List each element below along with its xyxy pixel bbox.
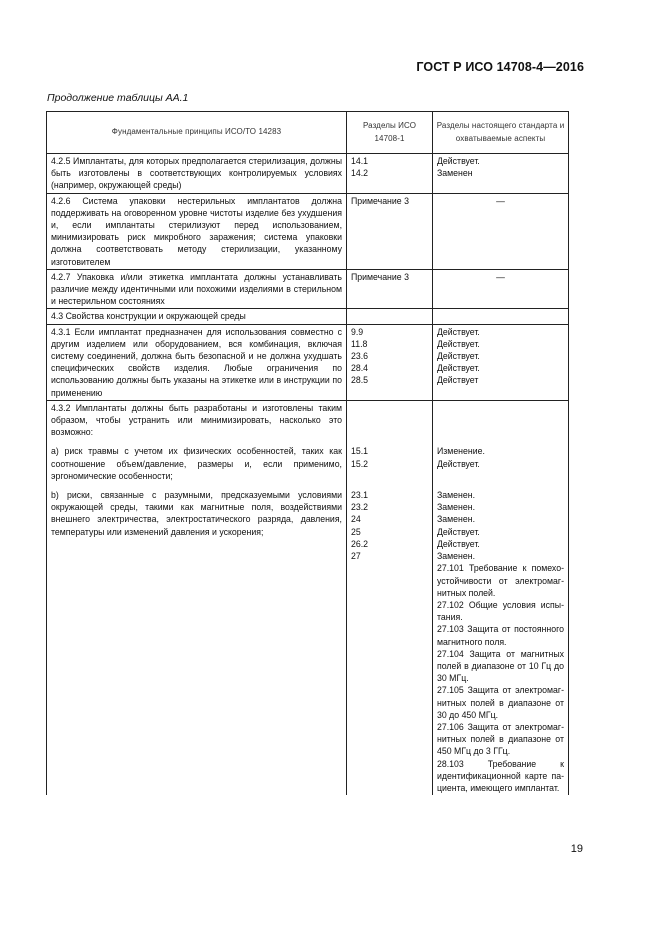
section-ref: 28.4 [351, 363, 369, 374]
aspect-text: Действует. [437, 363, 480, 374]
aspect-text: Изменение. [437, 446, 485, 457]
sections-cell [347, 269, 433, 309]
section-ref: 26.2 [351, 538, 369, 549]
table-continuation-caption: Продолжение таблицы АА.1 [47, 92, 189, 104]
aspect-text: 27.104 Защита от магнитных полей в диапазоне от 10 Гц до 30 МГц. [437, 648, 564, 684]
section-ref: 9.9 [351, 326, 364, 337]
aspects-cell [433, 309, 569, 324]
table-row [47, 154, 569, 194]
sections-cell [347, 400, 433, 795]
aspect-text: Заменен [437, 168, 473, 179]
aspects-cell [433, 154, 569, 194]
aspect-text: 28.103 Требование к идентификационной карте пациента, имеющего имплантат. [437, 758, 564, 793]
sections-cell [347, 309, 433, 324]
section-ref: 15.2 [351, 458, 369, 469]
aspect-text: Заменен. [437, 551, 475, 562]
table-row [47, 309, 569, 324]
principle-text: 4.2.5 Имплантаты, для которых предполагается стерилизация, должны быть изготовлены в соответствующих контролируемых условиях (например, окружающей среды) [51, 156, 342, 191]
section-ref: Примечание 3 [351, 195, 409, 206]
column-header-standard-sections: Разделы настоящего стандарта и охватываемые аспекты [433, 112, 569, 154]
principle-text: 4.2.7 Упаковка и/или этикетка имплантата должны устанавливать различие между идентичными или похожими изделиями в стерильном и нестерильном состояниях [51, 271, 342, 307]
aspect-text: Действует [437, 375, 479, 386]
principle-cell [47, 154, 347, 194]
sections-cell [347, 193, 433, 269]
section-ref: 23.1 [351, 490, 369, 501]
aspect-text: Действует. [437, 458, 480, 469]
principle-item-a: а) риск травмы с учетом их физических особенностей, таких как соотношение объем/давление, размеры и, если применимо, эргономические особенности; [51, 446, 342, 481]
aspect-text: 27.106 Защита от электромагнитных полей в диапазоне от 450 МГц до 3 ГГц. [437, 721, 564, 757]
column-header-principles: Фундаментальные принципы ИСО/ТО 14283 [47, 112, 347, 154]
section-ref: 23.6 [351, 351, 369, 362]
aspect-dash: — [496, 195, 505, 206]
principle-cell [47, 400, 347, 795]
aspect-text: Заменен. [437, 490, 475, 501]
section-ref: 15.1 [351, 446, 369, 457]
aspects-cell [433, 269, 569, 309]
section-ref: 14.2 [351, 168, 369, 179]
table-row [47, 400, 569, 795]
principle-intro-text: 4.3.2 Имплантаты должны быть разработаны и изготовлены таким образом, чтобы устранить или минимизировать, насколько это возможно: [51, 402, 342, 438]
aspect-text: Действует. [437, 526, 480, 537]
aspect-text: 27.102 Общие условия испытания. [437, 599, 564, 623]
principle-cell [47, 193, 347, 269]
standards-correspondence-table [46, 111, 569, 795]
table-row [47, 324, 569, 400]
principle-text: 4.3.1 Если имплантат предназначен для использования совместно с другим изделием или оборудованием, вся комбинация, включая систему соединений, должна быть безопасной и не должна ухудшать специфических свойств изделия. Любые ограничения по использованию должны быть указаны на этикетке или в инструкции по применению [51, 326, 342, 398]
section-ref: 23.2 [351, 502, 369, 513]
aspect-text: 27.105 Защита от электромагнитных полей в диапазоне от 30 до 450 МГц. [437, 685, 564, 720]
aspects-cell [433, 400, 569, 795]
section-ref: 11.8 [351, 338, 368, 349]
aspect-text: Заменен. [437, 514, 475, 525]
table-row [47, 193, 569, 269]
principle-item-b: b) риски, связанные с разумными, предсказуемыми условиями окружающей среды, такими как магнитные поля, воздействиями внешнего электричества, электростатического разряда, давления, температуры или изменений давления и ускорения; [51, 490, 342, 537]
principle-cell [47, 324, 347, 400]
aspect-dash: — [496, 271, 505, 282]
aspect-text: Заменен. [437, 502, 475, 513]
section-ref: 28.5 [351, 375, 369, 386]
document-code: ГОСТ Р ИСО 14708-4—2016 [416, 60, 584, 74]
page-number: 19 [570, 843, 583, 855]
table-row [47, 269, 569, 309]
principle-cell [47, 269, 347, 309]
table-header-row [47, 112, 569, 154]
aspects-cell [433, 193, 569, 269]
aspect-text: Действует. [437, 351, 480, 362]
aspect-text: 27.101 Требование к помехоустойчивости от электромагнитных полей. [437, 563, 564, 598]
aspect-text: Действует. [437, 156, 480, 166]
section-ref: Примечание 3 [351, 271, 409, 282]
section-ref: 27 [351, 551, 361, 562]
sections-cell [347, 154, 433, 194]
aspect-text: Действует. [437, 326, 480, 337]
section-ref: 24 [351, 514, 361, 525]
aspect-text: Действует. [437, 538, 480, 549]
aspect-text: 27.103 Защита от постоянного магнитного поля. [437, 624, 564, 647]
principle-cell [47, 309, 347, 324]
aspect-text: Действует. [437, 338, 480, 349]
section-ref: 25 [351, 526, 361, 537]
section-ref: 14.1 [351, 156, 369, 166]
aspects-cell [433, 324, 569, 400]
sections-cell [347, 324, 433, 400]
principle-heading: 4.3 Свойства конструкции и окружающей среды [51, 311, 246, 322]
principle-text: 4.2.6 Система упаковки нестерильных имплантатов должна поддерживать на оговоренном уровне чистоты изделие без ухудшения и, если имплантаты стерилизуют перед использованием, минимизировать риск микробного заражения; система упаковки должна соответствовать методу стерилизации, указанному изготовителем [51, 195, 342, 267]
column-header-iso-sections: Разделы ИСО 14708-1 [347, 112, 433, 154]
